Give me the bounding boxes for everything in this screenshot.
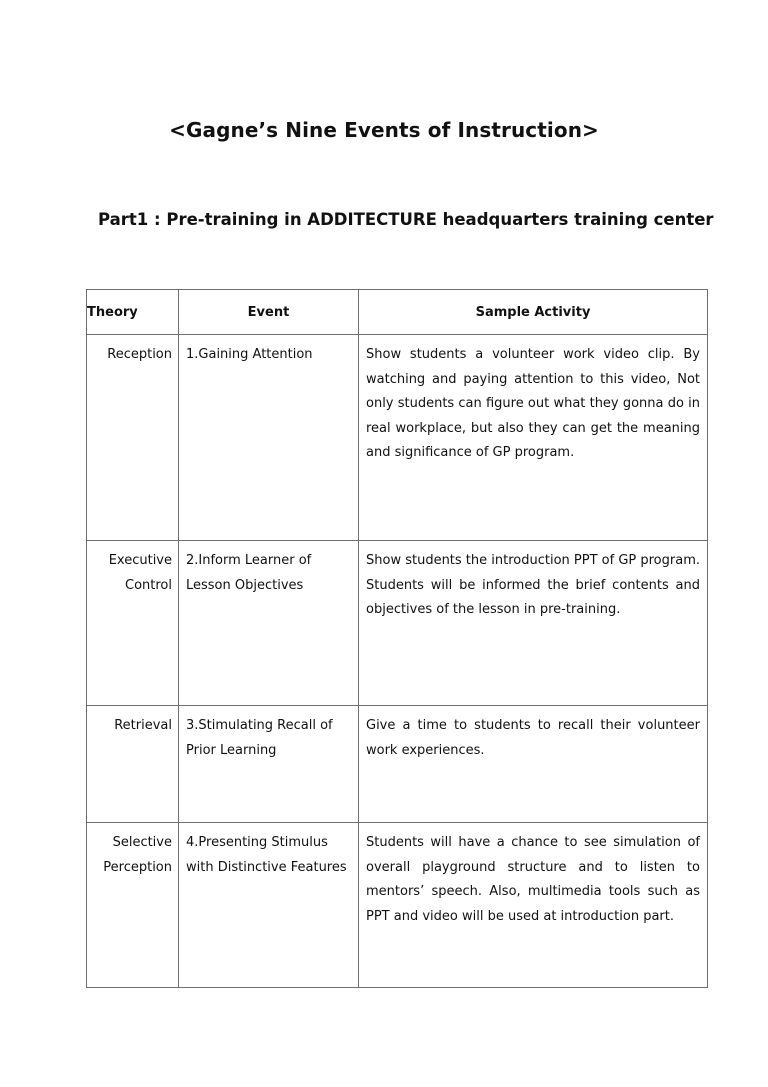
table-header-row bbox=[87, 290, 708, 335]
cell-event: 1.Gaining Attention bbox=[179, 335, 359, 541]
header-theory: Theory bbox=[87, 290, 179, 335]
cell-theory: Selective Perception bbox=[87, 823, 179, 988]
cell-sample-activity: Give a time to students to recall their volunteer work experiences. bbox=[359, 706, 708, 823]
cell-sample-activity: Show students the introduction PPT of GP program. Students will be informed the brief contents and objectives of the lesson in pre-training. bbox=[359, 541, 708, 706]
table-row bbox=[87, 706, 708, 823]
cell-event: 3.Stimulating Recall of Prior Learning bbox=[179, 706, 359, 823]
table-row bbox=[87, 541, 708, 706]
header-sample-activity: Sample Activity bbox=[359, 290, 708, 335]
instruction-events-table bbox=[86, 289, 708, 988]
cell-sample-activity: Show students a volunteer work video clip. By watching and paying attention to this video, Not only students can figure out what they gonna do in real workplace, but also they can get the meaning and significance of GP program. bbox=[359, 335, 708, 541]
cell-event: 4.Presenting Stimulus with Distinctive Features bbox=[179, 823, 359, 988]
header-event: Event bbox=[179, 290, 359, 335]
cell-event: 2.Inform Learner of Lesson Objectives bbox=[179, 541, 359, 706]
table-row bbox=[87, 823, 708, 988]
table-row bbox=[87, 335, 708, 541]
cell-sample-activity: Students will have a chance to see simulation of overall playground structure and to listen to mentors’ speech. Also, multimedia tools such as PPT and video will be used at introduction part. bbox=[359, 823, 708, 988]
cell-theory: Executive Control bbox=[87, 541, 179, 706]
page-title: <Gagne’s Nine Events of Instruction> bbox=[169, 118, 599, 142]
part-heading: Part1 : Pre-training in ADDITECTURE headquarters training center bbox=[98, 210, 714, 229]
cell-theory: Retrieval bbox=[87, 706, 179, 823]
cell-theory: Reception bbox=[87, 335, 179, 541]
